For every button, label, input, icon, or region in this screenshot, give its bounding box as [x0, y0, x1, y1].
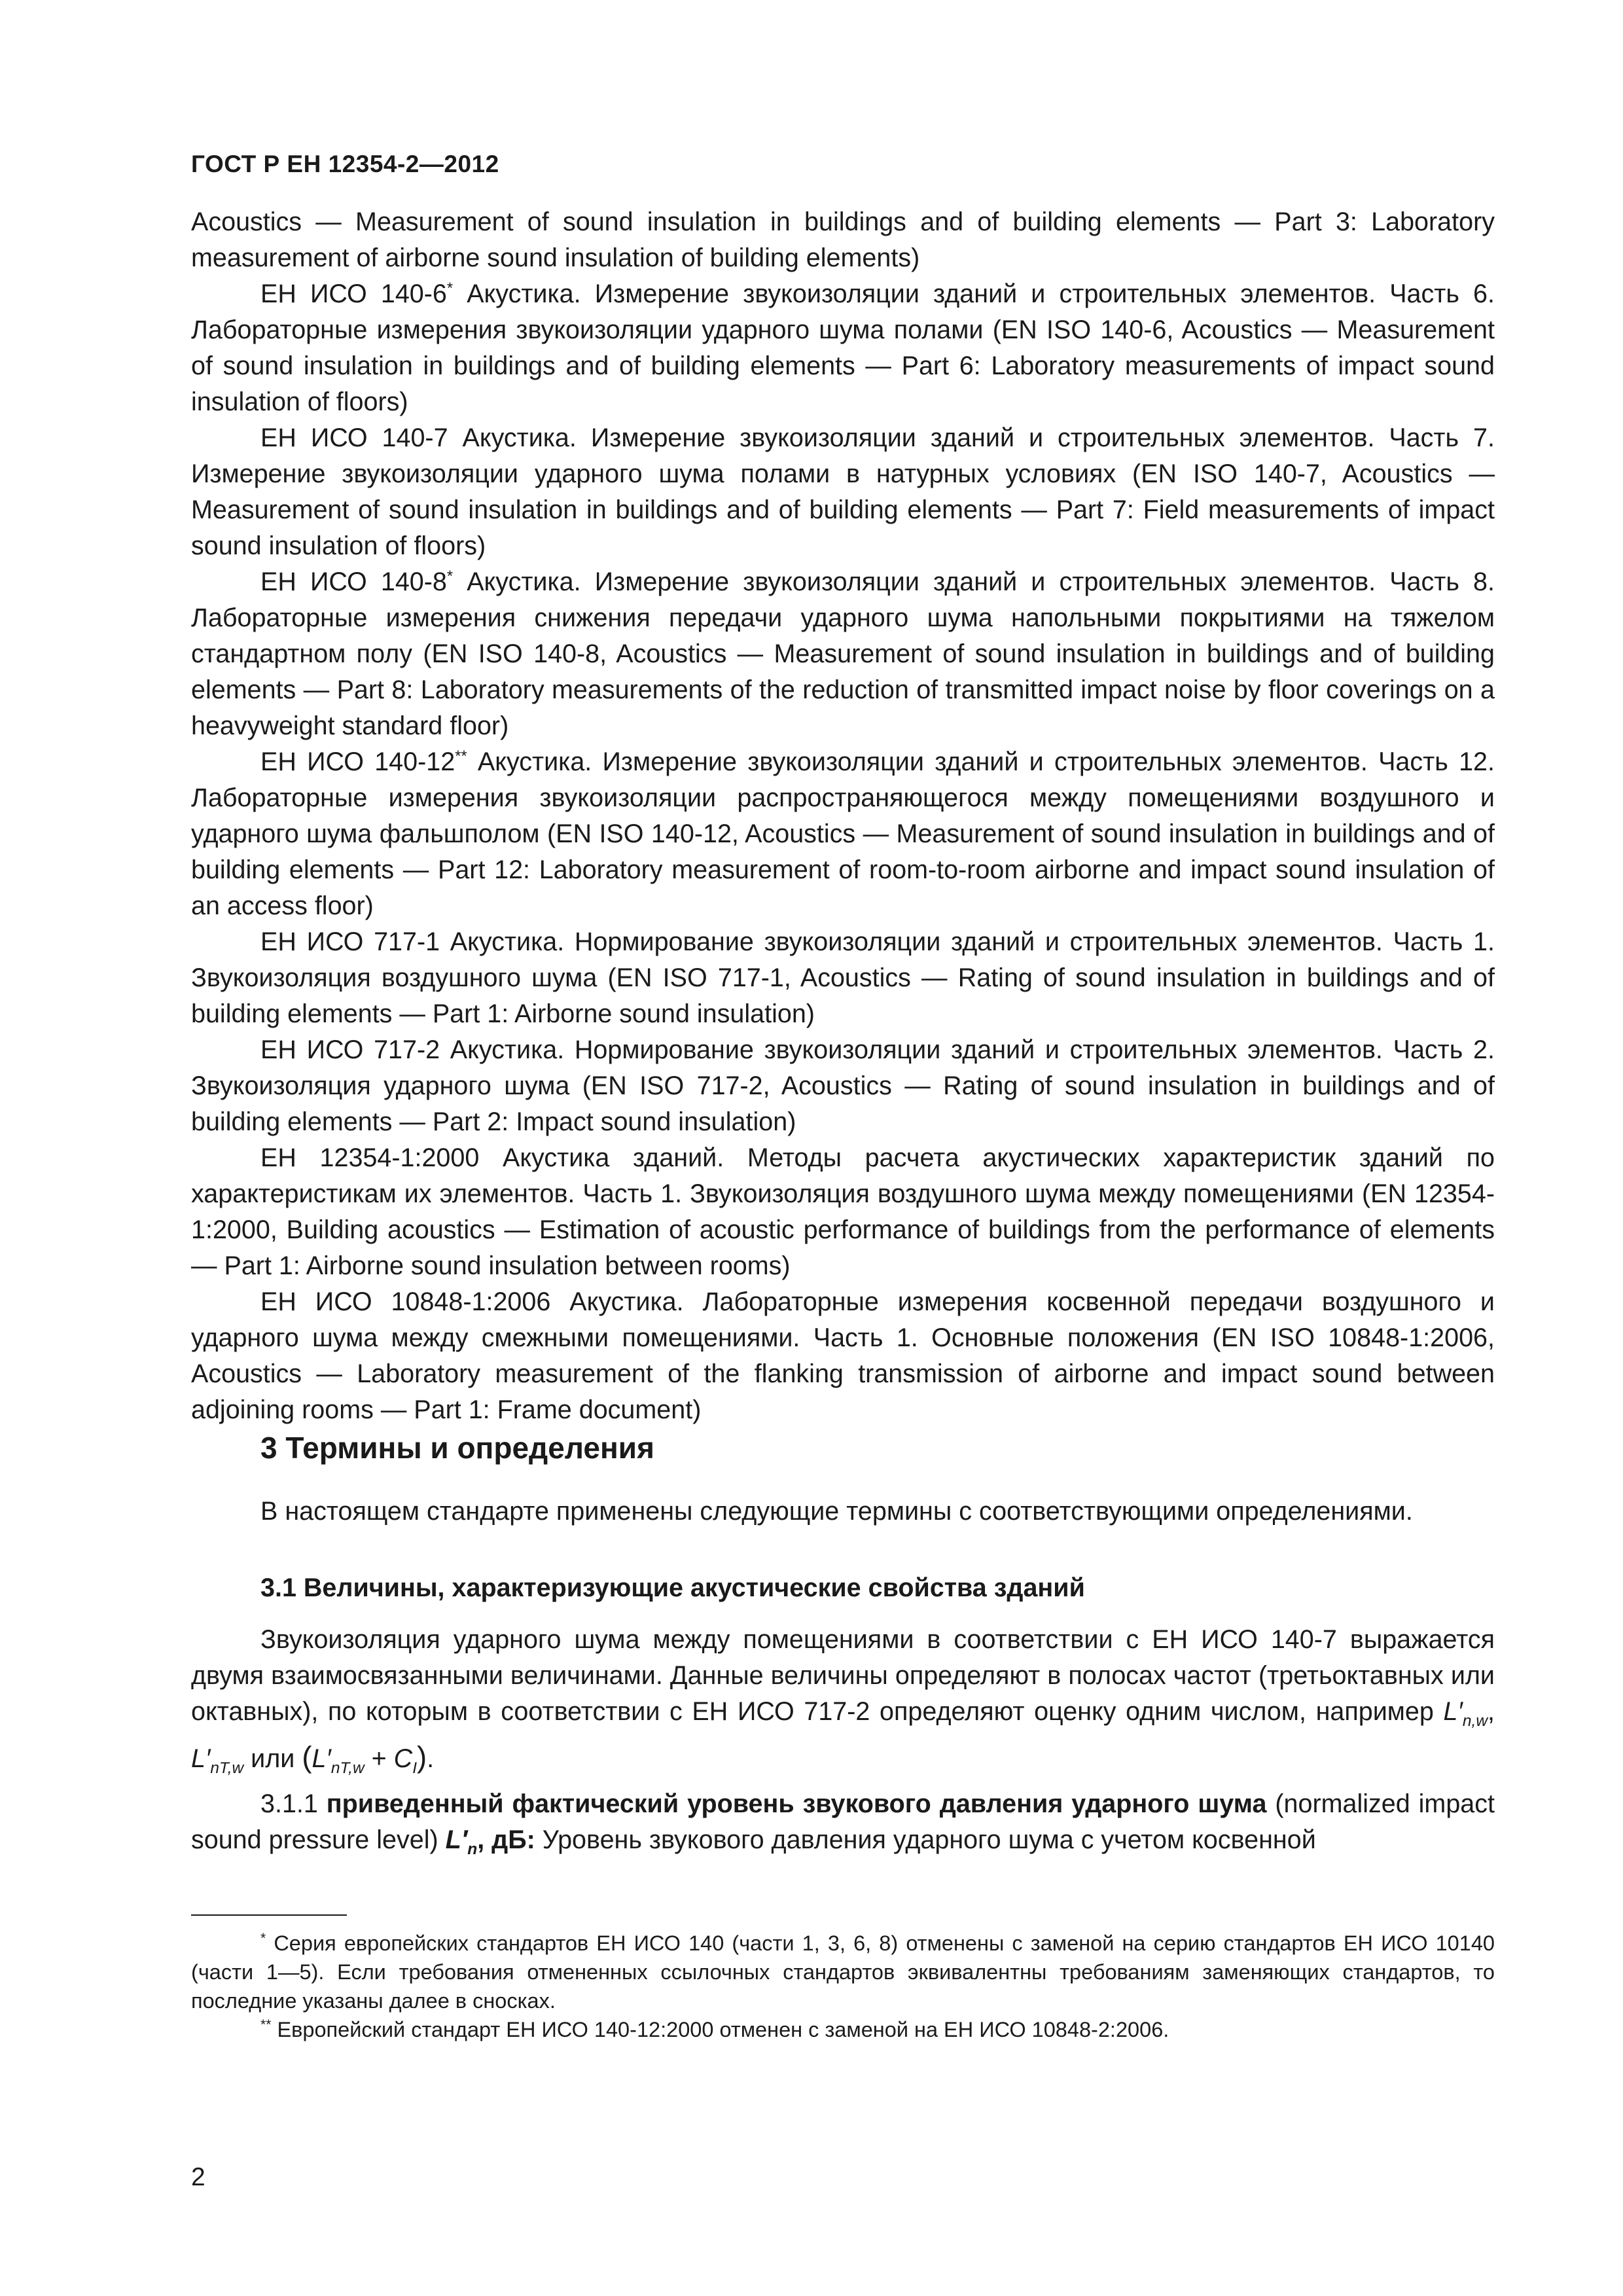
section-intro: В настоящем стандарте применены следующие термины с соответствующими определениями. — [260, 1497, 1413, 1526]
reference-item: ЕН 12354-1:2000 Акустика зданий. Методы расчета акустических характеристик зданий по характеристикам их элементов. Часть 1. Звукоизоляция воздушного шума между помещениями (EN 12354-1:2000, Building acoustics — Estimation of acoustic performance of buildings from the performance of elements — Part 1: Airborne sound insulation between rooms) — [191, 1143, 1495, 1280]
formula: $L'_{n,w}$, $L'_{nT,w}$ или $(L'_{nT,w} + C_I)$. — [191, 1697, 1495, 1777]
reference-item: ЕН ИСО 717-1 Акустика. Нормирование звукоизоляции зданий и строительных элементов. Часть 1. Звукоизоляция воздушного шума (EN ISO 717-1, Acoustics — Rating of sound insulation in buildings and of building elements — Part 1: Airborne sound insulation) — [191, 927, 1495, 1028]
reference-item: ЕН ИСО 140-7 Акустика. Измерение звукоизоляции зданий и строительных элементов. Часть 7. Измерение звукоизоляции ударного шума полами в натурных условиях (EN ISO 140-7, Acoustics — Measurement of sound insulation in buildings and of building elements — Part 7: Field measurements of impact sound insulation of floors) — [191, 423, 1495, 560]
reference-code: ЕН ИСО 140-6 — [260, 279, 447, 308]
reference-item: ЕН ИСО 717-2 Акустика. Нормирование звукоизоляции зданий и строительных элементов. Часть 2. Звукоизоляция ударного шума (EN ISO 717-2, Acoustics — Rating of sound insulation in buildings and of building elements — Part 2: Impact sound insulation) — [191, 1035, 1495, 1136]
document-body — [191, 204, 1495, 1867]
footnote-divider — [191, 1914, 347, 1916]
term-definition: 3.1.1 приведенный фактический уровень звукового давления ударного шума (normalized impact sound pressure level) $L'_n$, дБ: Уровень звукового давления ударного шума с учетом косвенной — [191, 1789, 1495, 1858]
document-header: ГОСТ Р ЕН 12354-2—2012 — [191, 151, 499, 177]
reference-item: ЕН ИСО 10848-1:2006 Акустика. Лабораторные измерения косвенной передачи воздушного и ударного шума между смежными помещениями. Часть 1. Основные положения (EN ISO 10848-1:2006, Acoustics — Laboratory measurement of the flanking transmission of airborne and impact sound between adjoining rooms — Part 1: Frame document) — [191, 1287, 1495, 1424]
footnote-marker: * — [446, 279, 454, 297]
section-heading: 3 Термины и определения — [260, 1431, 654, 1465]
reference-item — [191, 744, 1495, 924]
reference-item — [191, 276, 1495, 420]
term-unit: , дБ: — [477, 1825, 535, 1854]
document-page — [191, 0, 1495, 2296]
footnotes — [191, 1929, 1495, 2044]
term-definition-text: Уровень звукового давления ударного шума с учетом косвенной — [535, 1825, 1316, 1854]
term-name: приведенный фактический уровень звукового давления ударного шума — [326, 1789, 1267, 1818]
footnote-item: ** Европейский стандарт ЕН ИСО 140-12:2000 отменен с заменой на ЕН ИСО 10848-2:2006. — [260, 2017, 1169, 2041]
reference-continuation: Acoustics — Measurement of sound insulation in buildings and of building elements — Part 3: Laboratory measurement of airborne sound insulation of building elements) — [191, 207, 1495, 272]
reference-code: ЕН ИСО 140-8 — [260, 567, 447, 596]
footnote-marker: * — [260, 1931, 266, 1946]
subsection-paragraph — [191, 1622, 1495, 1786]
paragraph-text: Звукоизоляция ударного шума между помещениями в соответствии с ЕН ИСО 140-7 выражается двумя взаимосвязанными величинами. Данные величины определяют в полосах частот (третьоктавных или октавных), по которым в соответствии с ЕН ИСО 717-2 определяют оценку одним числом, например — [191, 1625, 1495, 1726]
footnote-item: * Серия европейских стандартов ЕН ИСО 140 (части 1, 3, 6, 8) отменены с заменой на серию стандартов ЕН ИСО 10140 (части 1—5). Если требования отмененных ссылочных стандартов эквивалентны требованиям заменяющих стандартов, то последние указаны далее в сносках. — [191, 1931, 1495, 2013]
subsection-heading: 3.1 Величины, характеризующие акустические свойства зданий — [260, 1573, 1085, 1602]
reference-code: ЕН ИСО 140-12 — [260, 747, 455, 776]
footnote-marker: ** — [455, 747, 467, 765]
reference-text: Акустика. Измерение звукоизоляции зданий и строительных элементов. Часть 6. Лабораторные измерения звукоизоляции ударного шума полами (EN ISO 140-6, Acoustics — Measurement of sound insulation in buildings and of building elements — Part 6: Laboratory measurements of impact sound insulation of floors) — [191, 279, 1495, 416]
term-english: (normalized impact sound pressure level) — [191, 1789, 1495, 1854]
footnote-marker: * — [446, 567, 454, 585]
term-symbol: $L'_n$ — [445, 1825, 478, 1858]
reference-item — [191, 564, 1495, 744]
reference-text: Акустика. Измерение звукоизоляции зданий и строительных элементов. Часть 8. Лабораторные измерения снижения передачи ударного шума напольными покрытиями на тяжелом стандартном полу (EN ISO 140-8, Acoustics — Measurement of sound insulation in buildings and of building elements — Part 8: Laboratory measurements of the reduction of transmitted impact noise by floor coverings on a heavyweight standard floor) — [191, 567, 1495, 740]
footnote-marker: ** — [260, 2017, 272, 2033]
page-number: 2 — [191, 2163, 205, 2191]
reference-text: Акустика. Измерение звукоизоляции зданий и строительных элементов. Часть 12. Лабораторные измерения звукоизоляции распространяющегося между помещениями воздушного и ударного шума фальшполом (EN ISO 140-12, Acoustics — Measurement of sound insulation in buildings and of building elements — Part 12: Laboratory measurement of room-to-room airborne and impact sound insulation of an access floor) — [191, 747, 1495, 920]
